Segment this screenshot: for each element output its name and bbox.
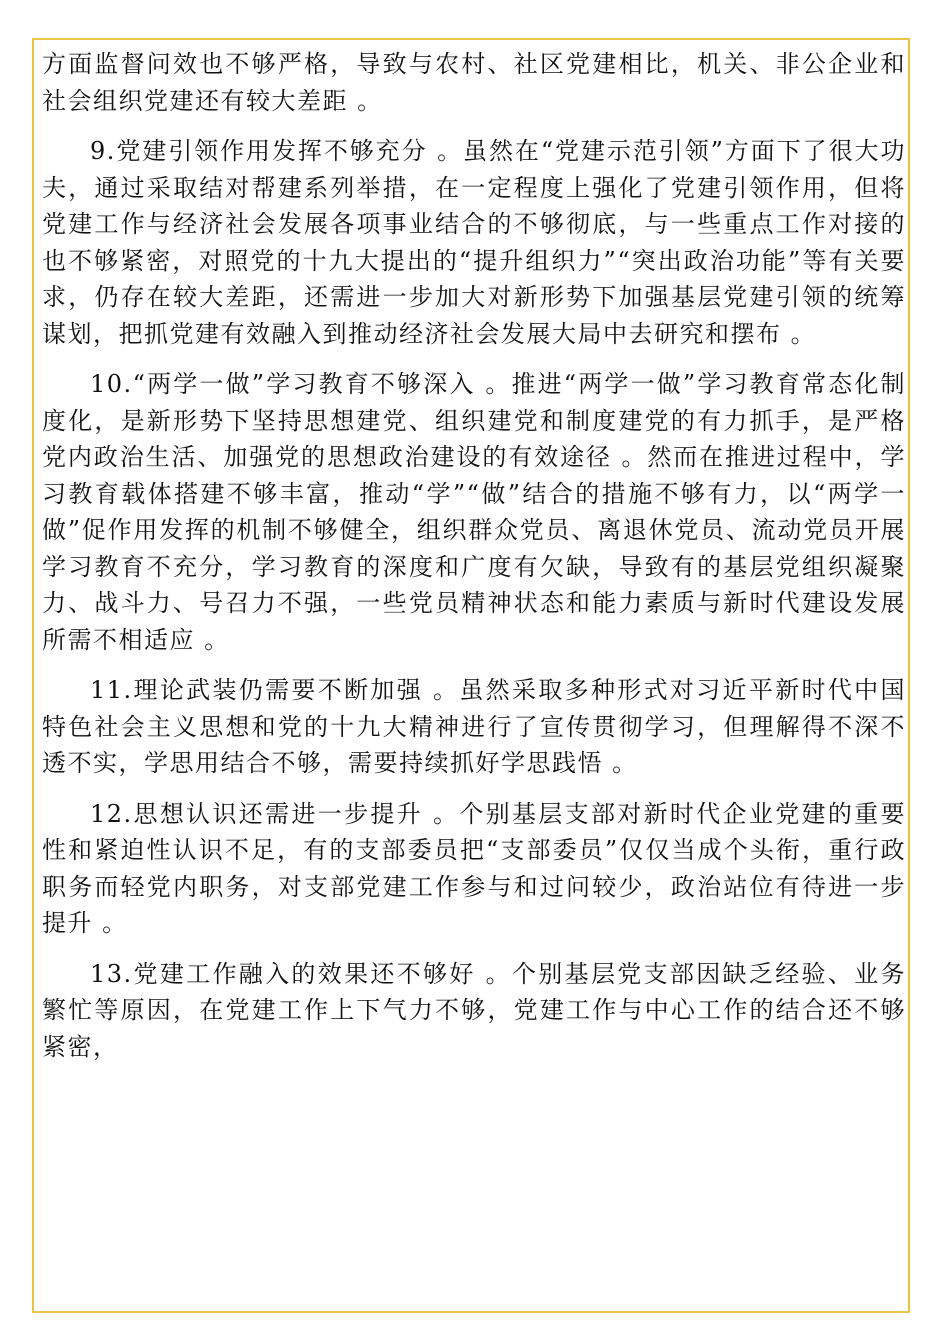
paragraph-continuation: 方面监督问效也不够严格，导致与农村、社区党建相比，机关、非公企业和社会组织党建还有较大差距 。	[42, 50, 906, 115]
paragraph-item-9: 9.党建引领作用发挥不够充分 。虽然在“党建示范引领”方面下了很大功夫，通过采取结对帮建系列举措，在一定程度上强化了党建引领作用，但将党建工作与经济社会发展各项事业结合的不够彻底，与一些重点工作对接的也不够紧密，对照党的十九大提出的“提升组织力”“突出政治功能”等有关要求，仍存在较大差距，还需进一步加大对新形势下加强基层党建引领的统筹谋划，把抓党建有效融入到推动经济社会发展大局中去研究和摆布 。	[42, 137, 906, 348]
paragraph-item-11: 11.理论武装仍需要不断加强 。虽然采取多种形式对习近平新时代中国特色社会主义思想和党的十九大精神进行了宣传贯彻学习，但理解得不深不透不实，学思用结合不够，需要持续抓好学思践悟 。	[42, 676, 906, 777]
paragraph-item-13: 13.党建工作融入的效果还不够好 。个别基层党支部因缺乏经验、业务繁忙等原因，在党建工作上下气力不够，党建工作与中心工作的结合还不够紧密，	[42, 959, 906, 1061]
document-body	[42, 46, 906, 1079]
paragraph-item-10: 10.“两学一做”学习教育不够深入 。推进“两学一做”学习教育常态化制度化，是新形势下坚持思想建党、组织建党和制度建党的有力抓手，是严格党内政治生活、加强党的思想政治建设的有效途径 。然而在推进过程中，学习教育载体搭建不够丰富，推动“学”“做”结合的措施不够有力，以“两学一做”促作用发挥的机制不够健全，组织群众党员、离退休党员、流动党员开展学习教育不充分，学习教育的深度和广度有欠缺，导致有的基层党组织凝聚力、战斗力、号召力不强，一些党员精神状态和能力素质与新时代建设发展所需不相适应 。	[42, 370, 906, 654]
paragraph-item-12: 12.思想认识还需进一步提升 。个别基层支部对新时代企业党建的重要性和紧迫性认识不足，有的支部委员把“支部委员”仅仅当成个头衔，重行政职务而轻党内职务，对支部党建工作参与和过问较少，政治站位有待进一步提升 。	[42, 799, 906, 937]
